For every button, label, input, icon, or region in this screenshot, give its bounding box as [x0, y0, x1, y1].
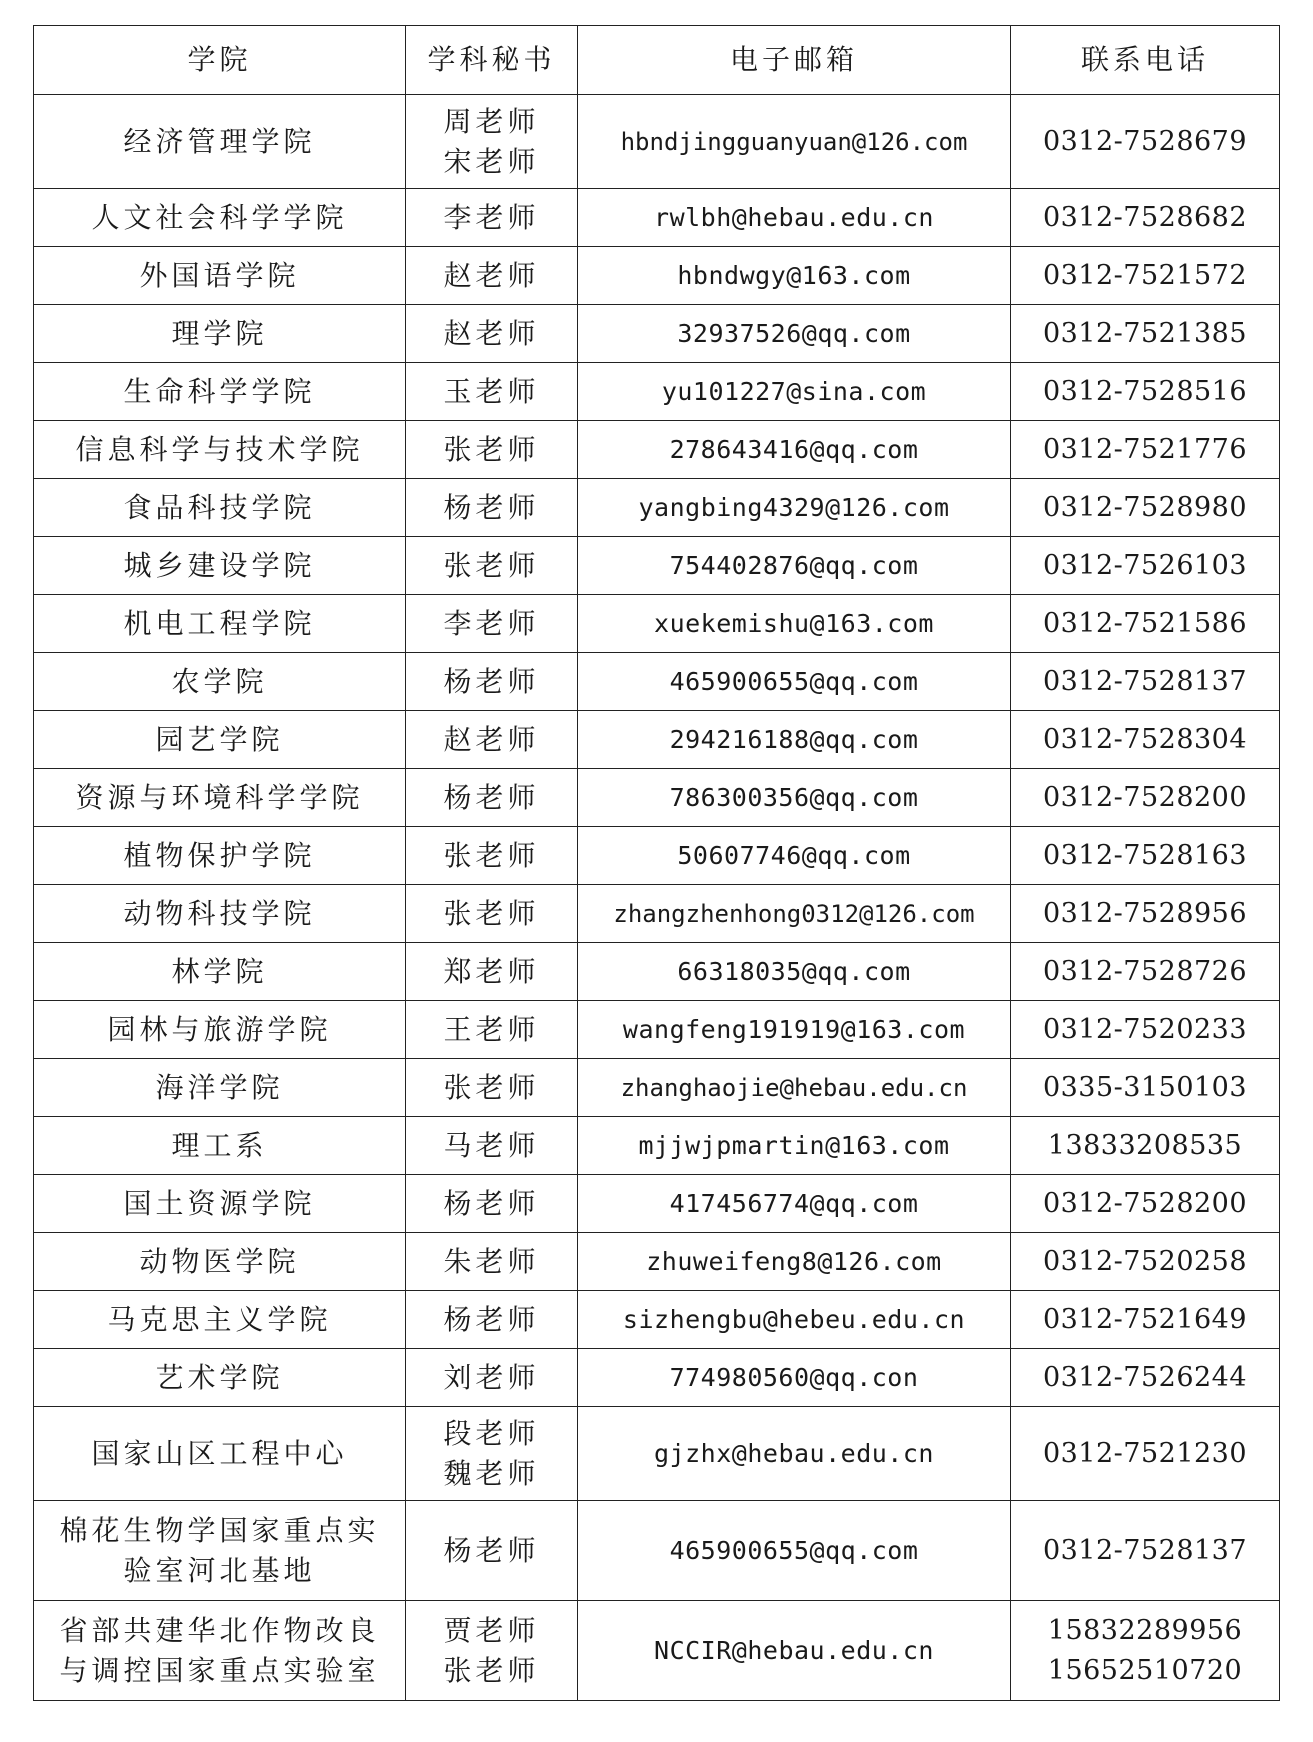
phone-cell	[1011, 421, 1280, 479]
college-cell	[34, 1001, 406, 1059]
college-cell	[34, 1233, 406, 1291]
phone-cell-text: 0312-7526244	[1042, 1361, 1248, 1393]
college-cell	[34, 1175, 406, 1233]
email-cell-text: hbndjingguanyuan@126.com	[620, 127, 968, 156]
email-cell-text: 465900655@qq.com	[669, 666, 919, 696]
table-row	[34, 943, 1280, 1001]
college-cell	[34, 363, 406, 421]
table-row	[34, 1233, 1280, 1291]
phone-cell	[1011, 1233, 1280, 1291]
secretary-cell	[406, 1233, 578, 1291]
college-cell-text: 国土资源学院	[123, 1186, 316, 1220]
secretary-cell-text: 赵老师	[443, 316, 540, 350]
email-cell[interactable]	[578, 189, 1011, 247]
phone-cell	[1011, 247, 1280, 305]
email-cell[interactable]	[578, 1117, 1011, 1175]
email-cell[interactable]	[578, 247, 1011, 305]
phone-cell-text: 0312-7528726	[1042, 955, 1248, 987]
phone-cell	[1011, 827, 1280, 885]
secretary-cell	[406, 1291, 578, 1349]
secretary-cell-text: 张老师	[443, 432, 540, 466]
table-row	[34, 885, 1280, 943]
college-cell	[34, 1407, 406, 1501]
phone-cell-text: 0312-7521230	[1042, 1437, 1248, 1469]
college-cell-text: 人文社会科学学院	[91, 200, 348, 234]
phone-cell	[1011, 189, 1280, 247]
table-row	[34, 827, 1280, 885]
secretary-cell	[406, 827, 578, 885]
secretary-cell-text: 刘老师	[443, 1360, 540, 1394]
phone-cell	[1011, 95, 1280, 189]
secretary-cell-text: 赵老师	[443, 258, 540, 292]
email-cell[interactable]	[578, 827, 1011, 885]
email-cell[interactable]	[578, 1233, 1011, 1291]
phone-cell-text: 0312-7520258	[1042, 1245, 1248, 1277]
email-cell[interactable]	[578, 363, 1011, 421]
college-cell	[34, 1059, 406, 1117]
secretary-cell	[406, 1001, 578, 1059]
secretary-cell	[406, 421, 578, 479]
table-row	[34, 305, 1280, 363]
secretary-cell-text: 朱老师	[443, 1244, 540, 1278]
phone-cell-text: 0312-7520233	[1042, 1013, 1248, 1045]
phone-cell-text: 0312-7528516	[1042, 375, 1248, 407]
phone-cell-text: 0312-7526103	[1042, 549, 1248, 581]
email-cell-text: zhuweifeng8@126.com	[646, 1246, 942, 1276]
college-cell	[34, 711, 406, 769]
secretary-cell-text: 贾老师	[443, 1613, 540, 1647]
table-row	[34, 421, 1280, 479]
phone-cell	[1011, 1059, 1280, 1117]
college-cell-text: 理工系	[171, 1128, 268, 1162]
email-cell[interactable]	[578, 711, 1011, 769]
email-cell-text: hbndwgy@163.com	[677, 260, 911, 290]
college-cell-text: 林学院	[171, 954, 268, 988]
email-cell-text: xuekemishu@163.com	[654, 608, 934, 638]
email-cell-text: rwlbh@hebau.edu.cn	[654, 202, 934, 232]
secretary-cell-text: 张老师	[443, 1070, 540, 1104]
college-cell-text: 信息科学与技术学院	[75, 432, 364, 466]
table-row	[34, 95, 1280, 189]
email-cell[interactable]	[578, 1349, 1011, 1407]
secretary-cell-text: 郑老师	[443, 954, 540, 988]
secretary-cell	[406, 537, 578, 595]
college-cell-text: 资源与环境科学学院	[75, 780, 364, 814]
college-cell-text: 园艺学院	[155, 722, 284, 756]
college-cell-text: 国家山区工程中心	[91, 1436, 348, 1470]
phone-cell-text: 0312-7528682	[1042, 201, 1248, 233]
college-cell-text: 植物保护学院	[123, 838, 316, 872]
secretary-cell	[406, 653, 578, 711]
secretary-cell-text: 张老师	[443, 1653, 540, 1687]
secretary-cell-text: 赵老师	[443, 722, 540, 756]
email-cell-text: 294216188@qq.com	[669, 724, 919, 754]
college-cell	[34, 247, 406, 305]
email-cell[interactable]	[578, 1501, 1011, 1601]
email-cell-text: zhanghaojie@hebau.edu.cn	[620, 1073, 968, 1102]
phone-cell	[1011, 363, 1280, 421]
secretary-cell-text: 李老师	[443, 606, 540, 640]
table-row	[34, 1407, 1280, 1501]
secretary-cell-text: 李老师	[443, 200, 540, 234]
phone-cell-text: 0312-7521776	[1042, 433, 1248, 465]
phone-cell-text: 0312-7528304	[1042, 723, 1248, 755]
phone-cell-text: 0312-7528200	[1042, 781, 1248, 813]
phone-cell-text: 0312-7521385	[1042, 317, 1248, 349]
college-cell-text: 经济管理学院	[123, 124, 316, 158]
phone-cell	[1011, 305, 1280, 363]
secretary-cell-text: 张老师	[443, 838, 540, 872]
college-cell	[34, 1291, 406, 1349]
phone-cell-text: 0312-7528137	[1042, 665, 1248, 697]
phone-cell-text: 0312-7528200	[1042, 1187, 1248, 1219]
email-cell-text: wangfeng191919@163.com	[622, 1014, 966, 1044]
phone-cell-text: 0312-7528980	[1042, 491, 1248, 523]
secretary-cell-text: 宋老师	[443, 144, 540, 178]
phone-cell-text: 0312-7528137	[1042, 1534, 1248, 1566]
table-row	[34, 479, 1280, 537]
email-cell[interactable]	[578, 1001, 1011, 1059]
phone-cell	[1011, 537, 1280, 595]
phone-cell	[1011, 1291, 1280, 1349]
college-cell	[34, 537, 406, 595]
secretary-cell-text: 马老师	[443, 1128, 540, 1162]
phone-cell	[1011, 595, 1280, 653]
college-cell	[34, 189, 406, 247]
phone-cell-text: 15832289956	[1047, 1614, 1243, 1646]
college-cell-text: 城乡建设学院	[123, 548, 316, 582]
college-cell-text: 海洋学院	[155, 1070, 284, 1104]
table-row	[34, 711, 1280, 769]
college-cell-text: 理学院	[171, 316, 268, 350]
phone-cell	[1011, 769, 1280, 827]
secretary-cell	[406, 1175, 578, 1233]
email-cell-text: sizhengbu@hebeu.edu.cn	[622, 1304, 966, 1334]
phone-cell	[1011, 1117, 1280, 1175]
header-secretary: 学科秘书	[406, 26, 578, 95]
table-row	[34, 1001, 1280, 1059]
header-email: 电子邮箱	[578, 26, 1011, 95]
table-row	[34, 189, 1280, 247]
phone-cell-text: 0312-7528163	[1042, 839, 1248, 871]
email-cell[interactable]	[578, 1291, 1011, 1349]
email-cell[interactable]	[578, 479, 1011, 537]
secretary-cell-text: 张老师	[443, 548, 540, 582]
secretary-cell	[406, 595, 578, 653]
email-cell[interactable]	[578, 1175, 1011, 1233]
college-cell-text: 机电工程学院	[123, 606, 316, 640]
phone-cell-text: 13833208535	[1047, 1129, 1243, 1161]
college-cell	[34, 305, 406, 363]
college-cell	[34, 95, 406, 189]
college-cell-text: 艺术学院	[155, 1360, 284, 1394]
phone-cell	[1011, 653, 1280, 711]
secretary-cell	[406, 95, 578, 189]
college-cell	[34, 595, 406, 653]
college-cell-text: 农学院	[171, 664, 268, 698]
table-row	[34, 1349, 1280, 1407]
phone-cell	[1011, 885, 1280, 943]
college-cell-text: 生命科学学院	[123, 374, 316, 408]
contact-table	[33, 25, 1280, 1701]
secretary-cell-text: 杨老师	[443, 490, 540, 524]
email-cell[interactable]	[578, 943, 1011, 1001]
email-cell[interactable]	[578, 653, 1011, 711]
phone-cell-text: 0312-7521586	[1042, 607, 1248, 639]
college-cell-text: 省部共建华北作物改良	[59, 1613, 380, 1647]
table-row	[34, 1501, 1280, 1601]
email-cell-text: 417456774@qq.com	[669, 1188, 919, 1218]
email-cell[interactable]	[578, 769, 1011, 827]
college-cell	[34, 1349, 406, 1407]
email-cell[interactable]	[578, 305, 1011, 363]
college-cell	[34, 885, 406, 943]
email-cell-text: 786300356@qq.com	[669, 782, 919, 812]
email-cell[interactable]	[578, 885, 1011, 943]
phone-cell-text: 0312-7521572	[1042, 259, 1248, 291]
table-row	[34, 537, 1280, 595]
secretary-cell-text: 段老师	[443, 1416, 540, 1450]
college-cell-text: 动物科技学院	[123, 896, 316, 930]
email-cell-text: yangbing4329@126.com	[638, 492, 950, 522]
secretary-cell	[406, 247, 578, 305]
email-cell-text: gjzhx@hebau.edu.cn	[654, 1438, 934, 1468]
secretary-cell	[406, 943, 578, 1001]
secretary-cell	[406, 1501, 578, 1601]
table-body	[34, 95, 1280, 1701]
phone-cell	[1011, 711, 1280, 769]
table-row	[34, 1117, 1280, 1175]
table-header-row	[34, 26, 1280, 95]
secretary-cell-text: 魏老师	[443, 1456, 540, 1490]
table-row	[34, 769, 1280, 827]
email-cell-text: 465900655@qq.com	[669, 1535, 919, 1565]
college-cell-text: 园林与旅游学院	[107, 1012, 332, 1046]
secretary-cell	[406, 189, 578, 247]
email-cell-text: NCCIR@hebau.edu.cn	[654, 1635, 934, 1665]
phone-cell-text: 0335-3150103	[1042, 1071, 1248, 1103]
email-cell[interactable]	[578, 537, 1011, 595]
table-row	[34, 595, 1280, 653]
college-cell	[34, 769, 406, 827]
email-cell[interactable]	[578, 1407, 1011, 1501]
college-cell-text: 外国语学院	[139, 258, 300, 292]
email-cell[interactable]	[578, 1601, 1011, 1701]
email-cell-text: 278643416@qq.com	[669, 434, 919, 464]
secretary-cell	[406, 363, 578, 421]
email-cell-text: 754402876@qq.com	[669, 550, 919, 580]
college-cell-text: 验室河北基地	[123, 1553, 316, 1587]
email-cell[interactable]	[578, 421, 1011, 479]
header-college: 学院	[34, 26, 406, 95]
phone-cell-text: 15652510720	[1047, 1654, 1243, 1686]
email-cell-text: 32937526@qq.com	[677, 318, 911, 348]
secretary-cell-text: 杨老师	[443, 780, 540, 814]
email-cell[interactable]	[578, 95, 1011, 189]
secretary-cell-text: 玉老师	[443, 374, 540, 408]
table-row	[34, 1175, 1280, 1233]
phone-cell-text: 0312-7528679	[1042, 125, 1248, 157]
college-cell-text: 动物医学院	[139, 1244, 300, 1278]
phone-cell	[1011, 1407, 1280, 1501]
email-cell[interactable]	[578, 1059, 1011, 1117]
phone-cell-text: 0312-7521649	[1042, 1303, 1248, 1335]
secretary-cell	[406, 1601, 578, 1701]
college-cell	[34, 653, 406, 711]
email-cell-text: 774980560@qq.con	[669, 1362, 919, 1392]
table-row	[34, 1291, 1280, 1349]
secretary-cell	[406, 479, 578, 537]
phone-cell	[1011, 1175, 1280, 1233]
secretary-cell	[406, 1117, 578, 1175]
email-cell-text: 66318035@qq.com	[677, 956, 911, 986]
phone-cell	[1011, 1001, 1280, 1059]
college-cell-text: 与调控国家重点实验室	[59, 1653, 380, 1687]
email-cell-text: zhangzhenhong0312@126.com	[613, 899, 975, 928]
secretary-cell	[406, 1349, 578, 1407]
phone-cell-text: 0312-7528956	[1042, 897, 1248, 929]
phone-cell	[1011, 943, 1280, 1001]
phone-cell	[1011, 1601, 1280, 1701]
secretary-cell	[406, 1059, 578, 1117]
college-cell	[34, 1117, 406, 1175]
table-row	[34, 1059, 1280, 1117]
secretary-cell	[406, 305, 578, 363]
table-row	[34, 363, 1280, 421]
phone-cell	[1011, 1349, 1280, 1407]
email-cell[interactable]	[578, 595, 1011, 653]
college-cell-text: 棉花生物学国家重点实	[59, 1513, 380, 1547]
college-cell	[34, 943, 406, 1001]
email-cell-text: 50607746@qq.com	[677, 840, 911, 870]
table-row	[34, 247, 1280, 305]
college-cell-text: 马克思主义学院	[107, 1302, 332, 1336]
secretary-cell-text: 杨老师	[443, 1186, 540, 1220]
college-cell	[34, 1501, 406, 1601]
phone-cell	[1011, 1501, 1280, 1601]
secretary-cell	[406, 1407, 578, 1501]
secretary-cell-text: 王老师	[443, 1012, 540, 1046]
college-cell	[34, 1601, 406, 1701]
secretary-cell	[406, 885, 578, 943]
secretary-cell-text: 杨老师	[443, 1533, 540, 1567]
secretary-cell-text: 张老师	[443, 896, 540, 930]
secretary-cell	[406, 711, 578, 769]
college-cell-text: 食品科技学院	[123, 490, 316, 524]
phone-cell	[1011, 479, 1280, 537]
table-row	[34, 1601, 1280, 1701]
header-phone: 联系电话	[1011, 26, 1280, 95]
secretary-cell	[406, 769, 578, 827]
college-cell	[34, 421, 406, 479]
secretary-cell-text: 杨老师	[443, 664, 540, 698]
table-row	[34, 653, 1280, 711]
college-cell	[34, 827, 406, 885]
email-cell-text: yu101227@sina.com	[661, 376, 927, 406]
college-cell	[34, 479, 406, 537]
secretary-cell-text: 周老师	[443, 104, 540, 138]
email-cell-text: mjjwjpmartin@163.com	[638, 1130, 950, 1160]
secretary-cell-text: 杨老师	[443, 1302, 540, 1336]
